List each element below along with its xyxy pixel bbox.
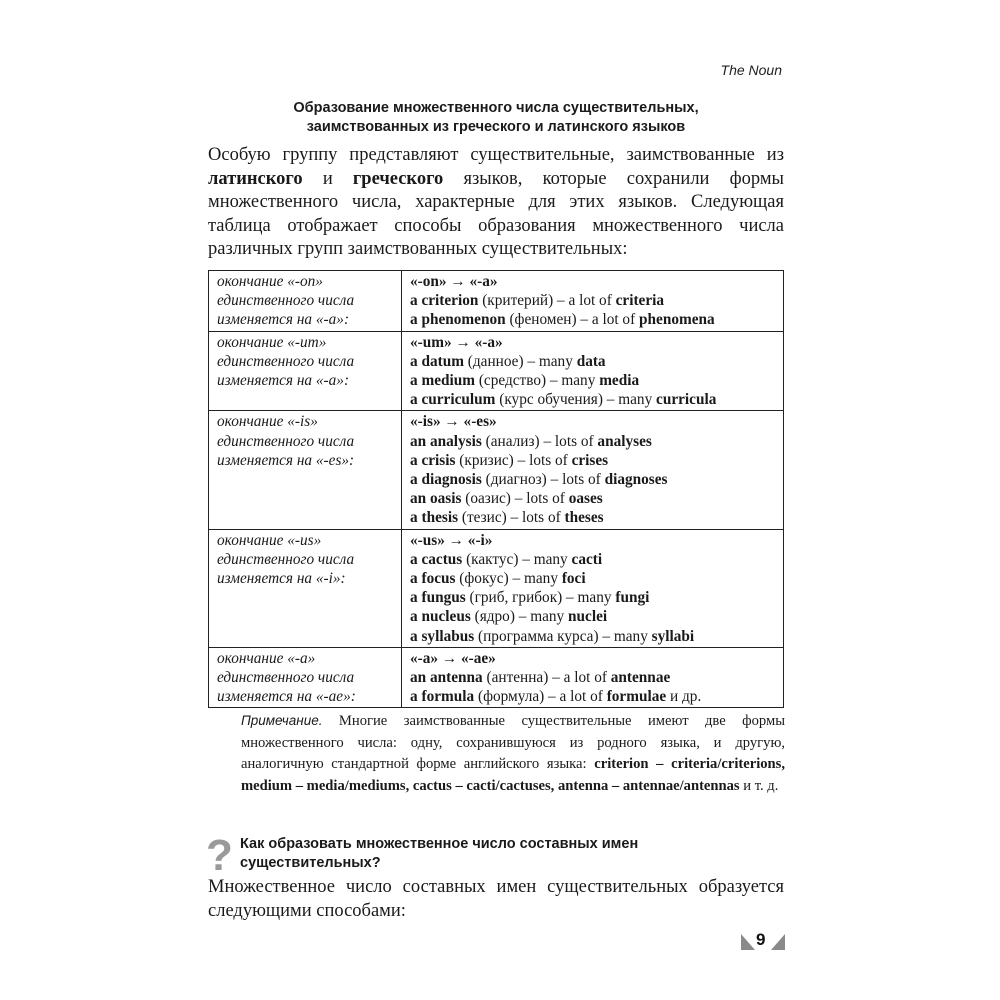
table-row bbox=[209, 271, 784, 332]
singular-form: a thesis bbox=[410, 509, 459, 527]
intro-and: и bbox=[302, 168, 353, 189]
question-line-1: Как образовать множественное число составных имен bbox=[240, 836, 639, 852]
singular-form: a nucleus bbox=[410, 608, 471, 626]
rule-line: окончание «-is» bbox=[217, 413, 318, 431]
example-tail: и др. bbox=[666, 688, 702, 706]
plural-form: formulae bbox=[606, 688, 667, 706]
examples-cell bbox=[402, 411, 784, 529]
translation: (феномен) – a lot of bbox=[505, 311, 640, 329]
singular-form: a syllabus bbox=[410, 627, 475, 645]
pattern-label: «-is» → «-es» bbox=[410, 413, 497, 431]
singular-form: a medium bbox=[410, 372, 476, 390]
plural-form: media bbox=[599, 372, 640, 390]
rule-line: изменяется на «-i»: bbox=[217, 570, 346, 588]
rule-cell bbox=[209, 331, 402, 411]
plural-form: crises bbox=[571, 451, 609, 469]
rule-line: изменяется на «-a»: bbox=[217, 372, 350, 390]
example-line bbox=[410, 451, 777, 470]
singular-form: a phenomenon bbox=[410, 311, 506, 329]
plural-forms-table bbox=[208, 270, 784, 708]
singular-form: a fungus bbox=[410, 589, 466, 607]
plural-forms-table-body bbox=[209, 271, 784, 708]
examples-cell bbox=[402, 647, 784, 708]
page-number: 9 bbox=[756, 930, 766, 949]
intro-text-1: Особую группу представляют существительные, заимствованные из bbox=[208, 145, 784, 165]
rule-line: изменяется на «-ae»: bbox=[217, 688, 356, 706]
translation: (средство) – many bbox=[475, 372, 600, 390]
plural-form: theses bbox=[564, 509, 604, 527]
singular-form: a focus bbox=[410, 570, 456, 588]
note-text: Многие заимствованные существительные имеют две формы множественного числа: одну, сохранившуюся из родного языка, и другую, аналогичную стандартной форме английского языка: bbox=[241, 713, 785, 772]
rule-line: единственного числа bbox=[217, 292, 355, 310]
rule-line: единственного числа bbox=[217, 432, 355, 450]
translation: (гриб, грибок) – many bbox=[465, 589, 616, 607]
singular-form: an analysis bbox=[410, 432, 482, 450]
question-heading bbox=[240, 835, 780, 873]
plural-form: oases bbox=[568, 490, 603, 508]
plural-form: curricula bbox=[656, 391, 717, 409]
singular-form: a formula bbox=[410, 688, 475, 706]
plural-form: antennae bbox=[610, 669, 671, 687]
page-number-badge bbox=[741, 930, 785, 952]
translation: (кризис) – lots of bbox=[455, 451, 572, 469]
table-row bbox=[209, 647, 784, 708]
example-line bbox=[410, 390, 777, 409]
rule-line: единственного числа bbox=[217, 352, 355, 370]
intro-paragraph bbox=[208, 144, 784, 262]
pattern-label: «-on» → «-a» bbox=[410, 273, 498, 290]
translation: (формула) – a lot of bbox=[474, 688, 607, 706]
pattern-label: «-a» → «-ae» bbox=[410, 649, 496, 667]
rule-line: единственного числа bbox=[217, 669, 355, 687]
table-row bbox=[209, 331, 784, 411]
rule-line: единственного числа bbox=[217, 550, 355, 568]
intro-text-2: языков, которые сохранили формы множественного числа, характерные для этих языков. Следующая таблица отображает способы образования множественного числа различных групп заимствованных существительных: bbox=[208, 168, 784, 259]
singular-form: an antenna bbox=[410, 669, 483, 687]
note-paragraph bbox=[241, 710, 785, 797]
singular-form: a crisis bbox=[410, 451, 456, 469]
example-line bbox=[410, 508, 777, 527]
rule-line: окончание «-a» bbox=[217, 649, 316, 667]
plural-form: cacti bbox=[571, 550, 603, 568]
translation: (оазис) – lots of bbox=[461, 490, 569, 508]
example-line bbox=[410, 588, 777, 607]
table-row bbox=[209, 411, 784, 529]
translation: (курс обучения) – many bbox=[495, 391, 657, 409]
examples-cell bbox=[402, 331, 784, 411]
examples-cell bbox=[402, 271, 784, 332]
plural-form: diagnoses bbox=[604, 471, 668, 489]
example-line bbox=[410, 371, 777, 390]
rule-line: окончание «-us» bbox=[217, 531, 322, 549]
translation: (критерий) – a lot of bbox=[478, 292, 616, 310]
rule-line: окончание «-on» bbox=[217, 273, 323, 290]
translation: (антенна) – a lot of bbox=[482, 669, 611, 687]
intro-greek: греческого bbox=[352, 168, 444, 189]
example-line bbox=[410, 489, 777, 508]
rule-cell bbox=[209, 411, 402, 529]
translation: (кактус) – many bbox=[462, 550, 572, 568]
intro-latin: латинского bbox=[208, 168, 303, 189]
plural-form: nuclei bbox=[568, 608, 608, 626]
example-line bbox=[410, 550, 777, 569]
translation: (данное) – many bbox=[463, 352, 577, 370]
example-line bbox=[410, 470, 777, 489]
translation: (программа курса) – many bbox=[474, 627, 652, 645]
translation: (анализ) – lots of bbox=[481, 432, 598, 450]
translation: (фокус) – many bbox=[455, 570, 562, 588]
example-line bbox=[410, 291, 777, 310]
translation: (ядро) – many bbox=[470, 608, 569, 626]
singular-form: a criterion bbox=[410, 292, 479, 310]
rule-cell bbox=[209, 647, 402, 708]
rule-line: окончание «-um» bbox=[217, 333, 327, 351]
rule-cell bbox=[209, 271, 402, 332]
translation: (диагноз) – lots of bbox=[481, 471, 605, 489]
section-title-line-1: Образование множественного числа существительных, bbox=[293, 100, 699, 116]
singular-form: a datum bbox=[410, 352, 464, 370]
pattern-label: «-um» → «-a» bbox=[410, 333, 503, 351]
example-line bbox=[410, 310, 777, 329]
note-label: Примечание. bbox=[241, 713, 323, 728]
translation: (тезис) – lots of bbox=[458, 509, 565, 527]
plural-form: data bbox=[576, 352, 606, 370]
examples-cell bbox=[402, 529, 784, 647]
section-title-line-2: заимствованных из греческого и латинского языков bbox=[306, 119, 686, 135]
plural-form: foci bbox=[561, 570, 586, 588]
singular-form: an oasis bbox=[410, 490, 462, 508]
example-line bbox=[410, 627, 777, 646]
example-line bbox=[410, 569, 777, 588]
question-mark-icon: ? bbox=[206, 831, 233, 880]
note-tail: и т. д. bbox=[739, 777, 779, 794]
rule-cell bbox=[209, 529, 402, 647]
plural-form: phenomena bbox=[639, 311, 715, 329]
answer-paragraph: Множественное число составных имен существительных образуется следующими способами: bbox=[208, 877, 784, 921]
example-line bbox=[410, 432, 777, 451]
note-pairs: criterion – criteria/criterions, medium – media/mediums, cactus – cacti/cactuses, antenna – antennae/antennas bbox=[241, 756, 785, 794]
section-title bbox=[208, 99, 784, 137]
singular-form: a diagnosis bbox=[410, 471, 482, 489]
rule-line: изменяется на «-a»: bbox=[217, 311, 350, 329]
running-head: The Noun bbox=[720, 62, 782, 78]
plural-form: criteria bbox=[615, 292, 665, 310]
rule-line: изменяется на «-es»: bbox=[217, 451, 355, 469]
example-line bbox=[410, 607, 777, 626]
pattern-label: «-us» → «-i» bbox=[410, 531, 493, 549]
example-line bbox=[410, 687, 777, 706]
question-line-2: существительных? bbox=[240, 855, 381, 871]
singular-form: a curriculum bbox=[410, 391, 496, 409]
plural-form: syllabi bbox=[651, 627, 695, 645]
plural-form: analyses bbox=[597, 432, 652, 450]
plural-form: fungi bbox=[615, 589, 650, 607]
table-row bbox=[209, 529, 784, 647]
example-line bbox=[410, 352, 777, 371]
singular-form: a cactus bbox=[410, 550, 463, 568]
example-line bbox=[410, 668, 777, 687]
